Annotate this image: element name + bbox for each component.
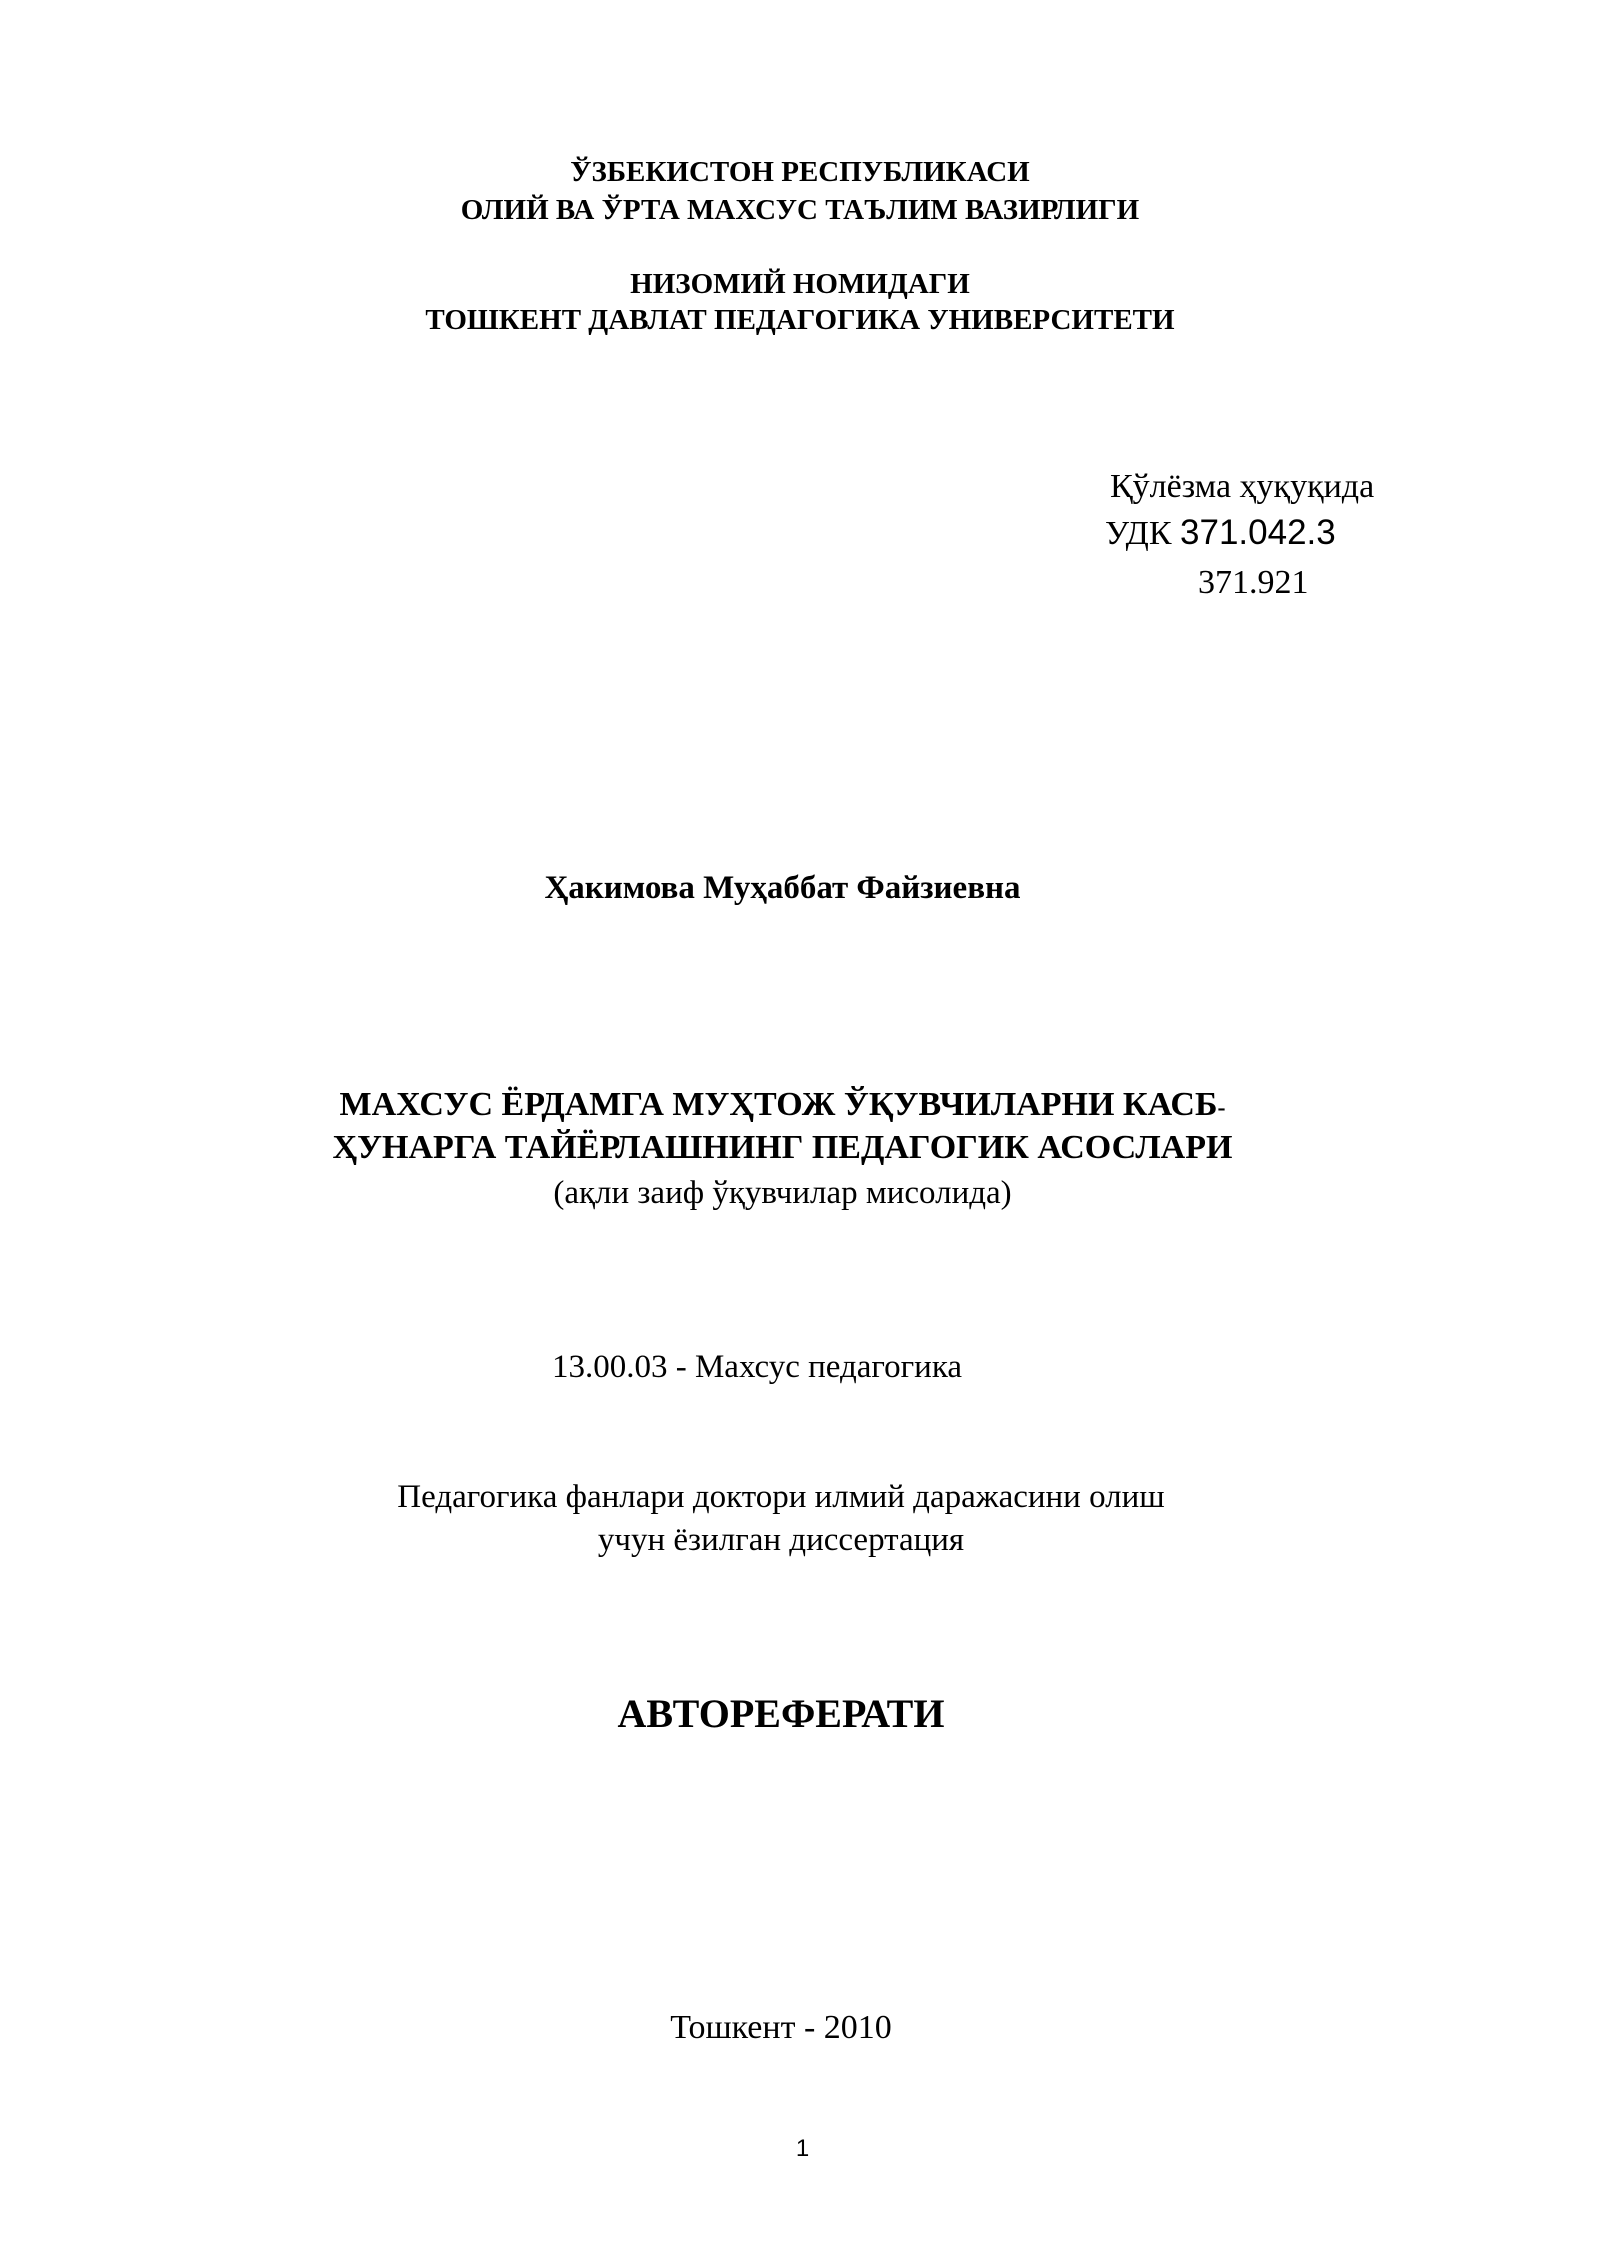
author-name: Ҳакимова Муҳаббат Файзиевна (544, 870, 1021, 906)
university-line-2: ТОШКЕНТ ДАВЛАТ ПЕДАГОГИКА УНИВЕРСИТЕТИ (425, 304, 1175, 336)
degree-line-2: учун ёзилган диссертация (597, 1522, 965, 1558)
thesis-title-line-2: ҲУНАРГА ТАЙЁРЛАШНИНГ ПЕДАГОГИК АСОСЛАРИ (332, 1129, 1233, 1166)
manuscript-rights-label: Қўлёзма ҳуқуқида (1110, 468, 1375, 505)
udk-code-secondary: 371.921 (1198, 564, 1309, 601)
university-line-1: НИЗОМИЙ НОМИДАГИ (630, 268, 970, 300)
title-hyphen: - (1217, 1095, 1226, 1121)
thesis-title-line-1 (0, 1088, 1565, 1122)
udk-code (1105, 515, 1336, 551)
degree-line-1: Педагогика фанлари доктори илмий даражасини олиш (397, 1479, 1165, 1515)
udk-code-value: 371.042.3 (1180, 513, 1336, 552)
ministry-line-2: ОЛИЙ ВА ЎРТА МАХСУС ТАЪЛИМ ВАЗИРЛИГИ (460, 194, 1140, 226)
page-number: 1 (795, 2135, 810, 2162)
document-type: АВТОРЕФЕРАТИ (617, 1691, 945, 1736)
thesis-subtitle: (ақли заиф ўқувчилар мисолида) (553, 1175, 1012, 1211)
place-year: Тошкент - 2010 (670, 2009, 892, 2046)
udk-prefix: УДК (1105, 515, 1181, 552)
ministry-line-1: ЎЗБЕКИСТОН РЕСПУБЛИКАСИ (570, 156, 1030, 188)
specialty-code: 13.00.03 - Махсус педагогика (551, 1349, 963, 1385)
thesis-title-line-1-text: МАХСУС ЁРДАМГА МУҲТОЖ ЎҚУВЧИЛАРНИ КАСБ (339, 1086, 1218, 1123)
